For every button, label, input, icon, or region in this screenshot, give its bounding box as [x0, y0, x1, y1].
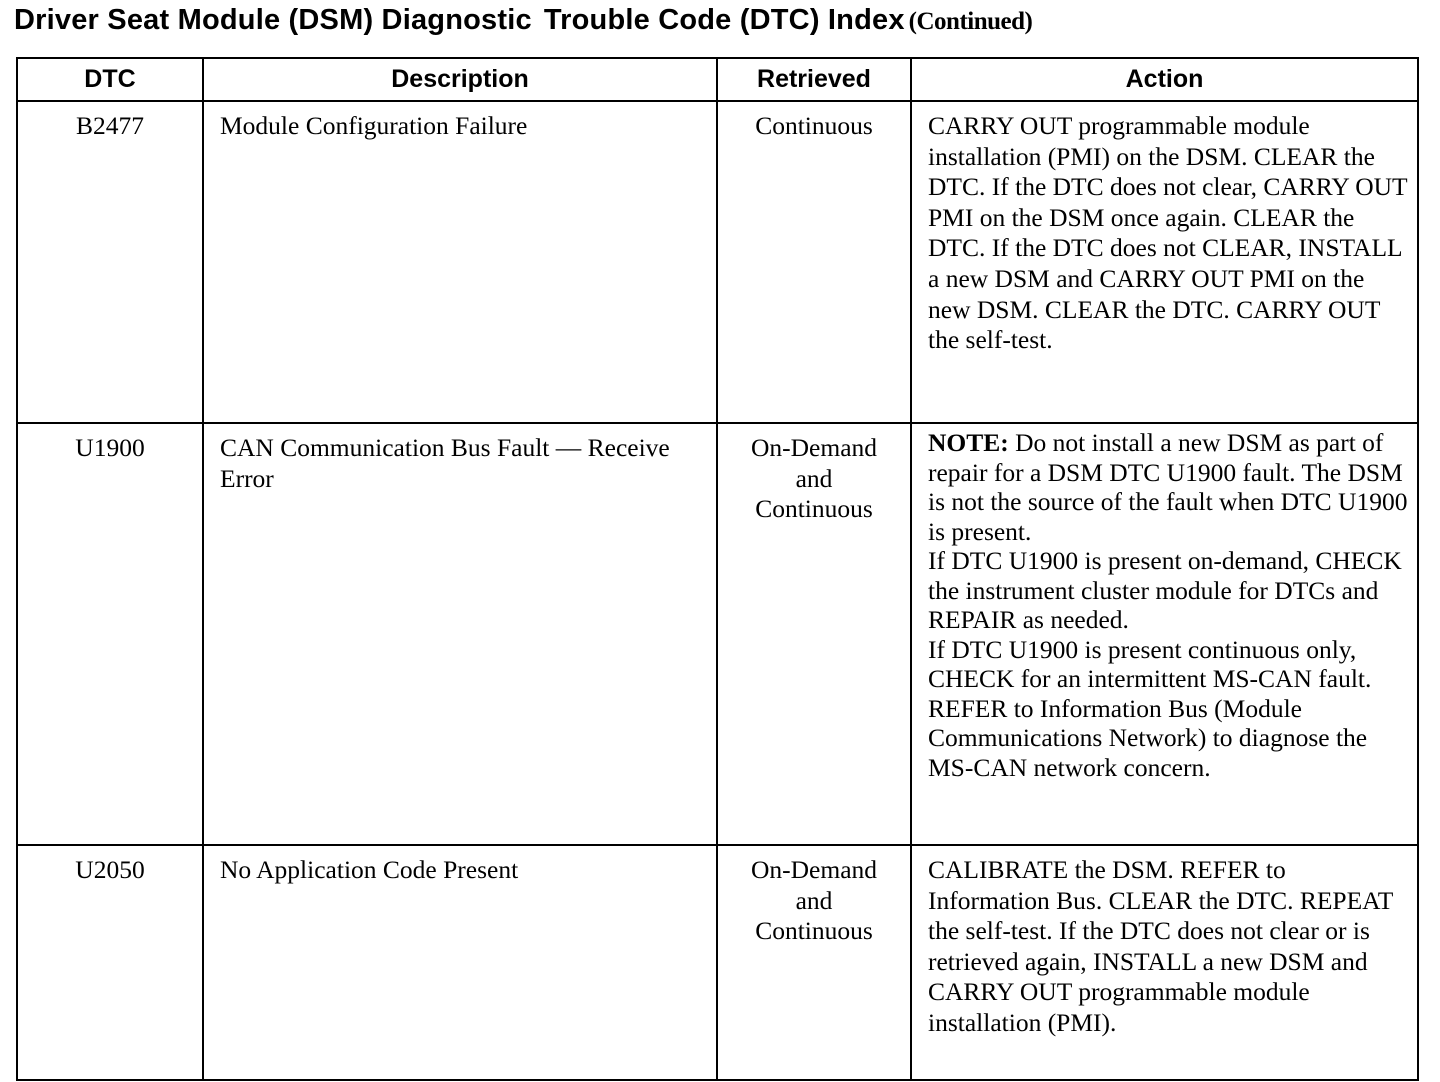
- dtc-description: No Application Code Present: [203, 845, 717, 1080]
- title-part-2: Trouble Code (DTC) Index: [543, 4, 905, 36]
- table-row: [17, 101, 1418, 423]
- action-note: [928, 428, 1413, 546]
- retrieved-line: and: [795, 463, 833, 493]
- header-description: Description: [203, 58, 717, 101]
- dtc-code: U1900: [17, 423, 203, 845]
- dtc-retrieved: [717, 423, 911, 845]
- header-dtc: DTC: [17, 58, 203, 101]
- action-paragraph: If DTC U1900 is present on-demand, CHECK the instrument cluster module for DTCs and REPAIR as needed.: [928, 546, 1402, 634]
- dtc-action: CALIBRATE the DSM. REFER to Information Bus. CLEAR the DTC. REPEAT the self-test. If the DTC does not clear or is retrieved again, INSTALL a new DSM and CARRY OUT programmable module installation (PMI).: [911, 845, 1418, 1080]
- header-action: Action: [911, 58, 1418, 101]
- retrieved-line: Continuous: [755, 111, 873, 140]
- title-part-1: Driver Seat Module (DSM) Diagnostic: [14, 4, 532, 36]
- dtc-action: [911, 423, 1418, 845]
- retrieved-line: Continuous: [755, 916, 873, 946]
- table-header-row: [17, 58, 1418, 101]
- retrieved-line: On-Demand: [750, 433, 878, 462]
- dtc-action: CARRY OUT programmable module installation (PMI) on the DSM. CLEAR the DTC. If the DTC does not clear, CARRY OUT PMI on the DSM once again. CLEAR the DTC. If the DTC does not CLEAR, INSTALL a new DSM and CARRY OUT PMI on the new DSM. CLEAR the DTC. CARRY OUT the self-test.: [911, 101, 1418, 423]
- dtc-retrieved: [717, 101, 911, 423]
- dtc-index-table: [16, 57, 1419, 1081]
- retrieved-line: On-Demand: [750, 855, 878, 884]
- retrieved-line: and: [795, 885, 833, 915]
- dtc-description: Module Configuration Failure: [203, 101, 717, 423]
- retrieved-line: Continuous: [755, 494, 873, 524]
- action-paragraph: If DTC U1900 is present continuous only, CHECK for an intermittent MS-CAN fault. REFER to Information Bus (Module Communications Network) to diagnose the MS-CAN network concern.: [928, 634, 1372, 782]
- dtc-code: B2477: [17, 101, 203, 423]
- note-label: NOTE:: [928, 428, 1009, 457]
- table-row: [17, 845, 1418, 1080]
- page-title: [14, 4, 1424, 37]
- note-text: Do not install a new DSM as part of repair for a DSM DTC U1900 fault. The DSM is not the source of the fault when DTC U1900 is present.: [928, 428, 1408, 546]
- header-retrieved: Retrieved: [717, 58, 911, 101]
- table-row: [17, 423, 1418, 845]
- dtc-retrieved: [717, 845, 911, 1080]
- dtc-code: U2050: [17, 845, 203, 1080]
- dtc-description: CAN Communication Bus Fault — Receive Error: [203, 423, 717, 845]
- continued-label: (Continued): [908, 8, 1033, 35]
